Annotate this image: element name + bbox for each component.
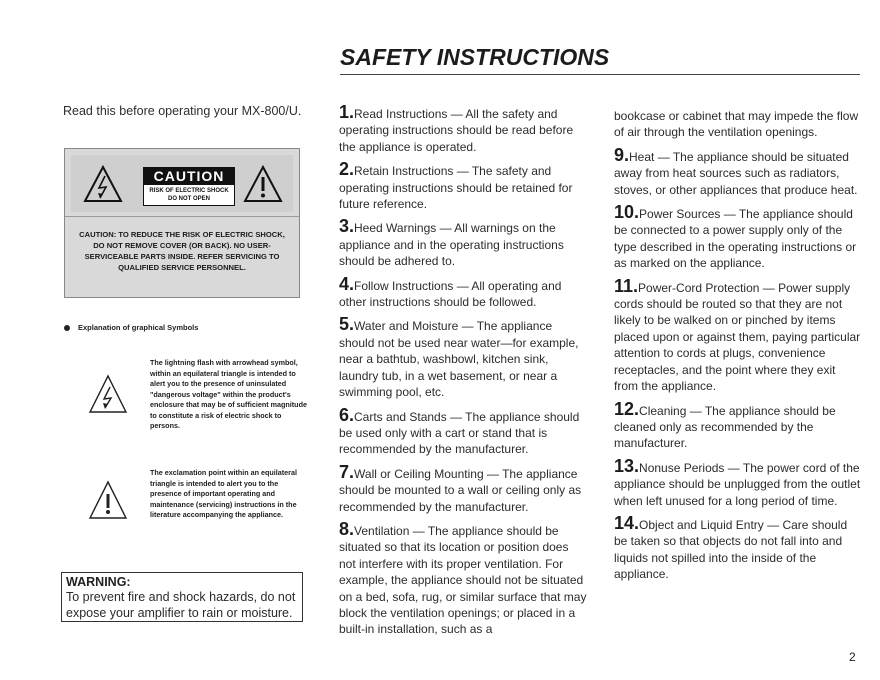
lightning-triangle-icon bbox=[88, 374, 128, 414]
caution-sub-line: RISK OF ELECTRIC SHOCK bbox=[149, 188, 229, 194]
explanation-heading-text: Explanation of graphical Symbols bbox=[78, 323, 199, 332]
item-number: 6. bbox=[339, 404, 355, 425]
item-number: 14. bbox=[614, 512, 640, 533]
item-number: 8. bbox=[339, 518, 355, 539]
item-number: 10. bbox=[614, 202, 640, 223]
page-title: SAFETY INSTRUCTIONS bbox=[340, 44, 610, 70]
item-number: 1. bbox=[339, 102, 355, 122]
instruction-item bbox=[614, 204, 862, 272]
lightning-symbol-text: The lightning flash with arrowhead symbol, within an equilateral triangle is intended to alert you to the presence of uninsulated "dangerous voltage" within the product's enclosure that may be of sufficient magnitude to constitute a risk of electric shock to persons. bbox=[150, 358, 307, 430]
item-text: Object and Liquid Entry — Care should be taken so that objects do not fall into and liquids not spilled into the inside of the appliance. bbox=[614, 517, 848, 582]
instruction-item bbox=[614, 275, 862, 395]
item-text: Power-Cord Protection — Power supply cords should be routed so that they are not likely to be walked on or pinched by items placed upon or against them, paying particular attention to cords at plugs, convenience receptacles, and the point where they exit from the appliance. bbox=[614, 280, 861, 394]
item-number: 9. bbox=[614, 144, 630, 165]
instruction-item bbox=[339, 518, 587, 638]
item-number: 3. bbox=[339, 216, 355, 237]
title-rule bbox=[340, 74, 860, 75]
item-text: Wall or Ceiling Mounting — The appliance should be mounted to a wall or ceiling only as recommended by the manufacturer. bbox=[339, 466, 582, 514]
instruction-item bbox=[339, 316, 587, 400]
instruction-item bbox=[339, 404, 587, 458]
warning-text: To prevent fire and shock hazards, do not expose your amplifier to rain or moisture. bbox=[66, 590, 296, 620]
item-text: Power Sources — The appliance should be connected to a power supply only of the type described in the operating instructions or as marked on the appliance. bbox=[614, 207, 857, 271]
instruction-item bbox=[339, 218, 587, 269]
instruction-item bbox=[614, 144, 862, 198]
caution-badge bbox=[143, 167, 235, 206]
caution-divider bbox=[65, 216, 299, 217]
caution-badge-subtitle bbox=[143, 185, 235, 206]
instructions-column-middle bbox=[339, 104, 587, 644]
explanation-heading bbox=[64, 323, 198, 332]
item-number: 12. bbox=[614, 398, 640, 419]
item-text: Cleaning — The appliance should be cleaned only as recommended by the manufacturer. bbox=[614, 403, 836, 451]
intro-text: Read this before operating your MX-800/U. bbox=[63, 104, 302, 118]
instruction-item bbox=[339, 273, 587, 311]
exclamation-triangle-icon bbox=[88, 480, 128, 520]
item-text: Follow Instructions — All operating and other instructions should be followed. bbox=[339, 278, 562, 310]
instruction-item bbox=[339, 461, 587, 515]
instruction-item bbox=[614, 398, 862, 452]
item-number: 11. bbox=[614, 275, 639, 296]
item-text: Heed Warnings — All warnings on the appliance and in the operating instructions should be adhered to. bbox=[339, 221, 564, 269]
item-text: Carts and Stands — The appliance should be used only with a cart or stand that is recommended by the manufacturer. bbox=[339, 409, 580, 457]
lightning-triangle-icon bbox=[83, 165, 123, 203]
item-text: Water and Moisture — The appliance should not be used near water—for example, near a bathtub, washbowl, kitchen sink, laundry tub, in a wet basement, or near a swimming pool, etc. bbox=[339, 319, 579, 400]
item-number: 13. bbox=[614, 455, 640, 476]
instructions-column-right bbox=[614, 108, 862, 589]
item-text: Read Instructions — All the safety and operating instructions should be read before the appliance is operated. bbox=[339, 107, 574, 154]
item-number: 4. bbox=[339, 273, 355, 294]
caution-sub-line: DO NOT OPEN bbox=[167, 196, 210, 202]
instruction-item bbox=[339, 104, 587, 155]
item-text: bookcase or cabinet that may impede the flow of air through the ventilation openings. bbox=[614, 109, 859, 140]
caution-badge-title: CAUTION bbox=[143, 167, 235, 185]
item-text: Nonuse Periods — The power cord of the appliance should be unplugged from the outlet when left unused for a long period of time. bbox=[614, 460, 861, 508]
caution-label bbox=[64, 148, 300, 298]
item-text: Ventilation — The appliance should be situated so that its location or position does not interfere with its proper ventilation. For example, the appliance should not be situated on a bed, sofa, rug, or similar surface that may block the ventilation openings; or placed in a built-in installation, such as a bbox=[339, 523, 587, 637]
instruction-item bbox=[614, 455, 862, 509]
exclamation-symbol-text: The exclamation point within an equilateral triangle is intended to alert you to the presence of important operating and maintenance (servicing) instructions in the literature accompanying the appliance. bbox=[150, 468, 297, 519]
instruction-item bbox=[339, 161, 587, 212]
item-text: Retain Instructions — The safety and operating instructions should be retained for future reference. bbox=[339, 164, 573, 212]
bullet-icon bbox=[64, 325, 70, 331]
caution-text: CAUTION: TO REDUCE THE RISK OF ELECTRIC SHOCK, DO NOT REMOVE COVER (OR BACK). NO USER-SERVICEABLE PARTS INSIDE. REFER SERVICING TO QUALIFIED SERVICE PERSONNEL. bbox=[79, 230, 285, 272]
exclamation-triangle-icon bbox=[243, 165, 283, 203]
instruction-item-continued bbox=[614, 108, 862, 141]
item-number: 5. bbox=[339, 314, 355, 335]
warning-box bbox=[61, 572, 303, 622]
item-number: 7. bbox=[339, 461, 355, 482]
caution-header bbox=[71, 155, 293, 212]
instruction-item bbox=[614, 512, 862, 583]
warning-title: WARNING: bbox=[66, 575, 131, 589]
item-number: 2. bbox=[339, 159, 355, 180]
item-text: Heat — The appliance should be situated away from heat sources such as radiators, stoves, or other appliances that produce heat. bbox=[614, 149, 858, 197]
page-number: 2 bbox=[849, 650, 856, 664]
